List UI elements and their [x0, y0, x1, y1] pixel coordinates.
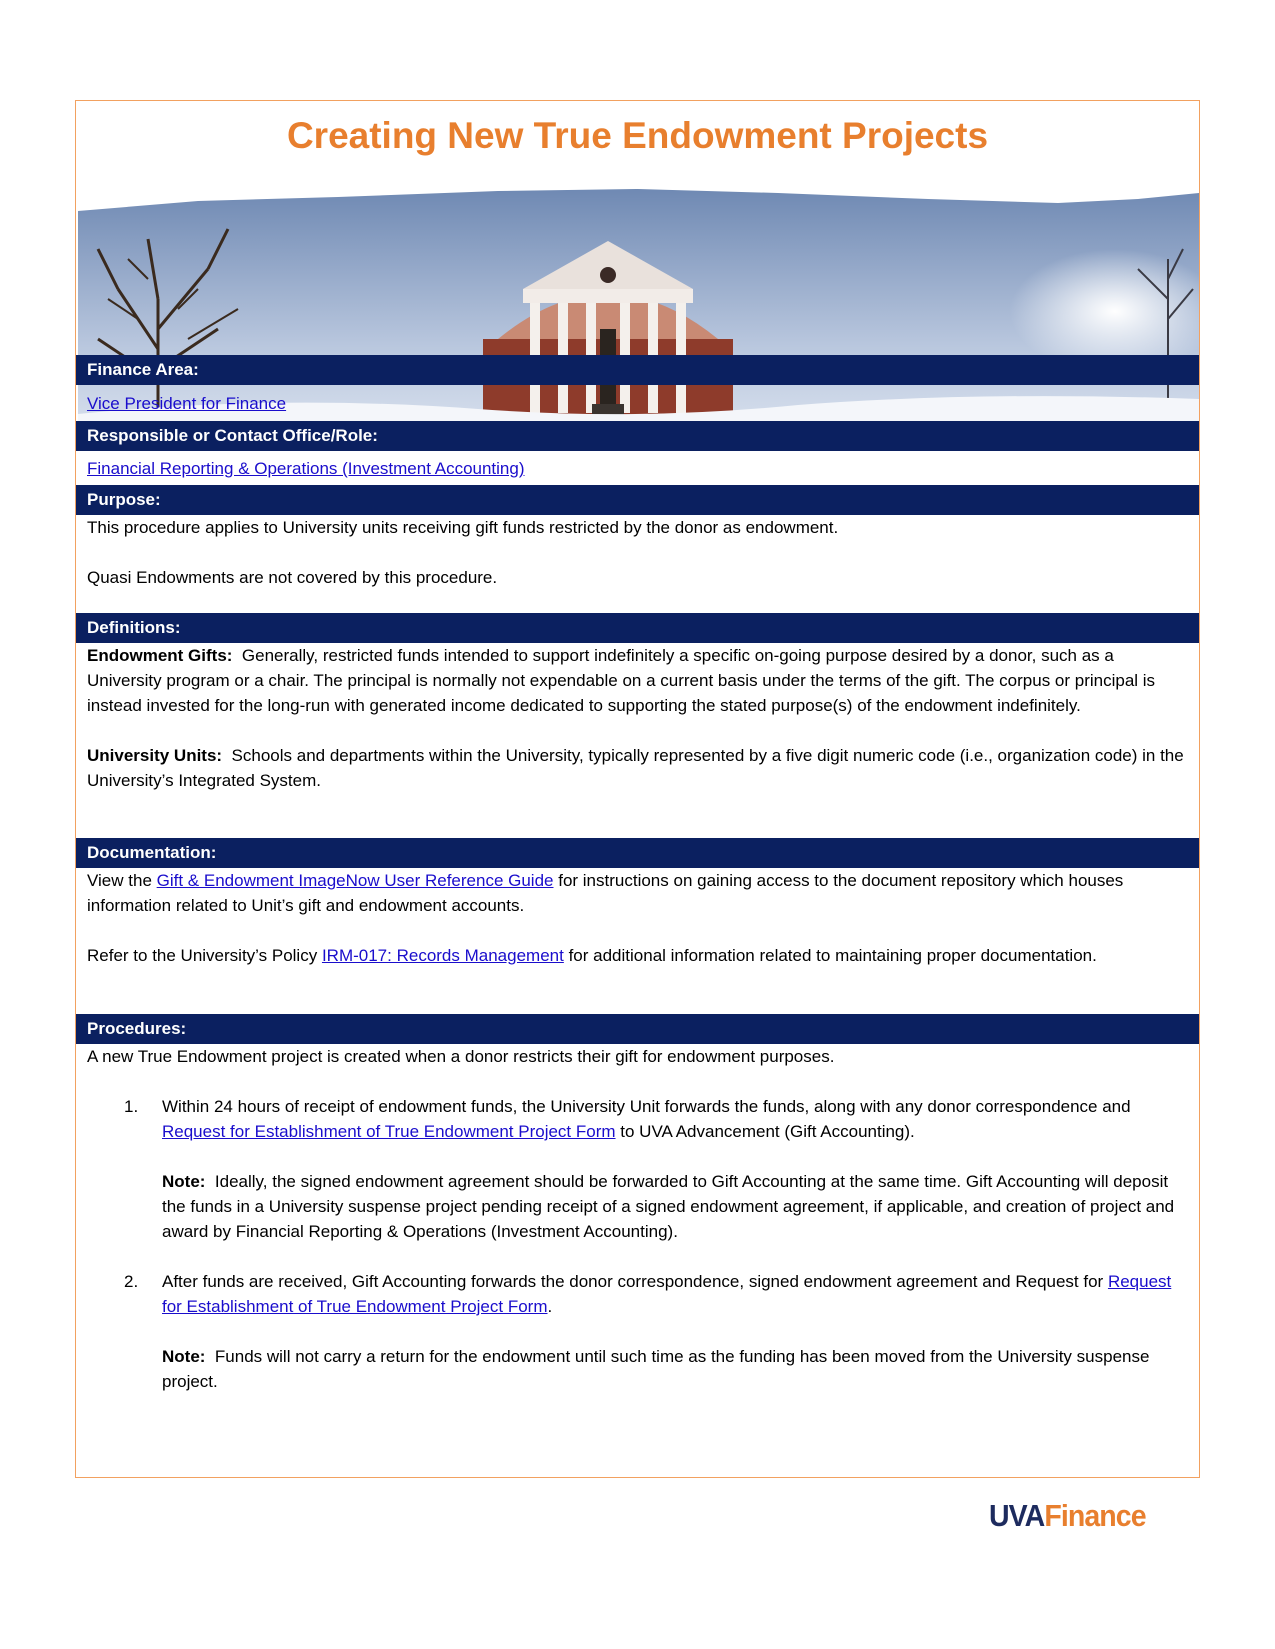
doc-p2-post: for additional information related to maintaining proper documentation.: [568, 946, 1097, 965]
procedure-step-2: [87, 1269, 1185, 1394]
endowment-gifts-definition: [87, 643, 1185, 718]
step-number: 1.: [124, 1097, 139, 1116]
irm-017-policy-link[interactable]: IRM-017: Records Management: [321, 946, 564, 965]
page-title: Creating New True Endowment Projects: [286, 115, 989, 156]
quasi-endowment-paragraph: Quasi Endowments are not covered by this procedure.: [87, 568, 498, 587]
step-number: 2.: [124, 1272, 139, 1291]
procedures-heading: Procedures:: [76, 1014, 1199, 1044]
endowment-gifts-text: Generally, restricted funds intended to support indefinitely a specific on-going purpose desired by a donor, such as a University program or a chair. The principal is normally not expendable on a current basis under the terms of the gift. The corpus or principal is instead invested for the long-run with generated income dedicated to supporting the stated purpose(s) of the endowment indefinitely.: [87, 646, 1156, 715]
purpose-heading: Purpose:: [76, 485, 1199, 515]
logo-finance: Finance: [1044, 1498, 1146, 1533]
purpose-paragraph: This procedure applies to University units receiving gift funds restricted by the donor as endowment.: [87, 518, 839, 537]
uva-finance-logo: [989, 1498, 1146, 1534]
document-frame: [75, 100, 1200, 1478]
contact-office-heading: Responsible or Contact Office/Role:: [76, 421, 1199, 451]
doc-p1-post: for instructions on gaining access to the document repository which houses information related to Unit’s gift and endowment accounts.: [87, 871, 1124, 915]
university-units-term: University Units:: [87, 746, 223, 765]
documentation-paragraph-1: [87, 868, 1185, 918]
procedures-body: [87, 1044, 1185, 1394]
finance-area-body: [87, 391, 1185, 416]
doc-p2-pre: Refer to the University’s Policy: [87, 946, 318, 965]
step-1-text-post: to UVA Advancement (Gift Accounting).: [620, 1122, 915, 1141]
university-units-text: Schools and departments within the University, typically represented by a five digit numeric code (i.e., organization code) in the University’s Integrated System.: [87, 746, 1184, 790]
step-2-note: [162, 1344, 1185, 1394]
purpose-body: [87, 515, 1185, 590]
finance-area-heading: Finance Area:: [76, 355, 1199, 385]
definitions-heading: Definitions:: [76, 613, 1199, 643]
doc-p1-pre: View the: [87, 871, 152, 890]
vice-president-finance-link[interactable]: Vice President for Finance: [87, 394, 287, 413]
procedures-intro: A new True Endowment project is created when a donor restricts their gift for endowment purposes.: [87, 1047, 835, 1066]
endowment-gifts-term: Endowment Gifts:: [87, 646, 233, 665]
note-label: Note:: [162, 1172, 206, 1191]
request-form-link-2[interactable]: Request for Establishment of True Endowment Project Form: [162, 1272, 1172, 1316]
step-2-text-post: .: [547, 1297, 553, 1316]
step-1-text: Within 24 hours of receipt of endowment funds, the University Unit forwards the funds, along with any donor correspondence and: [162, 1097, 1131, 1116]
documentation-heading: Documentation:: [76, 838, 1199, 868]
logo-uva: UVA: [989, 1498, 1045, 1533]
note-label: Note:: [162, 1347, 206, 1366]
documentation-body: [87, 868, 1185, 968]
step-2-text: After funds are received, Gift Accounting forwards the donor correspondence, signed endowment agreement and Request for: [162, 1272, 1104, 1291]
contact-office-body: [87, 456, 1185, 481]
definitions-body: [87, 643, 1185, 793]
step-2-note-text: Funds will not carry a return for the endowment until such time as the funding has been moved from the University suspense project.: [162, 1347, 1150, 1391]
step-1-note: [162, 1169, 1185, 1244]
imagenow-guide-link[interactable]: Gift & Endowment ImageNow User Reference Guide: [156, 871, 554, 890]
procedure-steps: [87, 1094, 1185, 1394]
financial-reporting-link[interactable]: Financial Reporting & Operations (Investment Accounting): [87, 459, 525, 478]
procedure-step-1: [87, 1094, 1185, 1269]
university-units-definition: [87, 743, 1185, 793]
step-1-note-text: Ideally, the signed endowment agreement should be forwarded to Gift Accounting at the same time. Gift Accounting will deposit the funds in a University suspense project pending receipt of a signed endowment agreement, if applicable, and creation of project and award by Financial Reporting & Operations (Investment Accounting).: [162, 1172, 1175, 1241]
request-form-link-1[interactable]: Request for Establishment of True Endowment Project Form: [162, 1122, 616, 1141]
documentation-paragraph-2: [87, 943, 1185, 968]
